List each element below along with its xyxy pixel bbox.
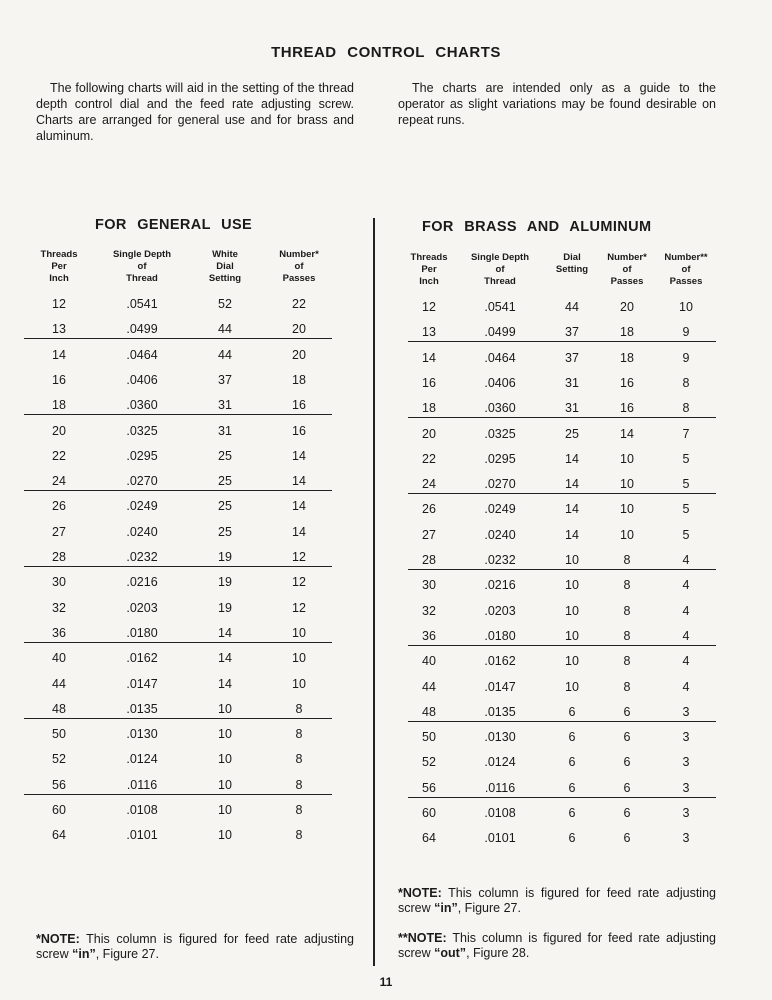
table-cell: 44 xyxy=(218,322,232,337)
table-cell: .0232 xyxy=(126,550,158,564)
table-cell: 19 xyxy=(218,575,232,590)
page-title: THREAD CONTROL CHARTS xyxy=(271,44,501,61)
table-cell: 8 xyxy=(623,628,631,643)
table-cell: 10 xyxy=(218,803,232,817)
table-cell: .0499 xyxy=(126,322,158,337)
brass-note-2 xyxy=(398,931,716,961)
note-emphasis: “in” xyxy=(434,901,458,915)
table-cell: 4 xyxy=(682,553,690,567)
table-cell: 8 xyxy=(295,803,303,817)
row-rule xyxy=(408,341,716,342)
column-header: Single Depth of Thread xyxy=(112,249,172,284)
table-cell: 31 xyxy=(565,401,579,416)
table-cell: 14 xyxy=(565,477,579,492)
table-cell: 52 xyxy=(52,752,66,767)
table-cell: 25 xyxy=(218,448,232,463)
table-cell: 30 xyxy=(52,575,66,590)
table-cell: 8 xyxy=(295,701,303,716)
table-cell: 10 xyxy=(292,651,306,666)
table-cell: 48 xyxy=(422,704,436,719)
table-cell: 8 xyxy=(295,828,303,843)
column-header: Single Depth of Thread xyxy=(470,252,530,287)
table-cell: 14 xyxy=(218,625,232,640)
table-cell: .0499 xyxy=(484,325,516,340)
table-cell: 3 xyxy=(682,780,690,795)
row-rule xyxy=(408,721,716,722)
brass-aluminum-title: FOR BRASS AND ALUMINUM xyxy=(422,219,652,235)
table-cell: .0464 xyxy=(484,350,516,365)
table-cell: 60 xyxy=(52,803,66,817)
table-cell: 8 xyxy=(682,375,690,390)
table-cell: .0108 xyxy=(126,803,158,817)
table-cell: 44 xyxy=(218,347,232,362)
table-cell: 64 xyxy=(52,828,66,843)
row-rule xyxy=(408,417,716,418)
table-cell: 18 xyxy=(422,401,436,416)
table-cell: 16 xyxy=(292,398,306,413)
table-cell: .0162 xyxy=(484,654,516,669)
table-cell: 3 xyxy=(682,704,690,719)
table-cell: 44 xyxy=(52,676,66,691)
table-cell: 3 xyxy=(682,831,690,846)
table-cell: 6 xyxy=(568,806,576,820)
table-cell: 27 xyxy=(52,524,66,539)
table-cell: 26 xyxy=(52,499,66,514)
table-cell: 40 xyxy=(52,651,66,666)
table-cell: 6 xyxy=(568,704,576,719)
general-note xyxy=(36,932,354,962)
table-cell: 8 xyxy=(623,654,631,669)
table-cell: 8 xyxy=(295,752,303,767)
table-cell: 36 xyxy=(52,625,66,640)
table-cell: .0406 xyxy=(484,375,516,390)
table-cell: 50 xyxy=(52,727,66,742)
table-cell: 14 xyxy=(292,474,306,489)
table-cell: 8 xyxy=(295,727,303,742)
table-cell: 37 xyxy=(218,372,232,387)
table-cell: 20 xyxy=(620,300,634,314)
table-cell: 8 xyxy=(682,401,690,416)
table-cell: 14 xyxy=(52,347,66,362)
table-cell: .0130 xyxy=(484,730,516,745)
table-cell: 10 xyxy=(565,679,579,694)
table-cell: 25 xyxy=(218,474,232,489)
table-cell: 37 xyxy=(565,325,579,340)
table-cell: 14 xyxy=(565,451,579,466)
table-cell: 20 xyxy=(52,423,66,438)
table-cell: 3 xyxy=(682,755,690,770)
table-cell: 10 xyxy=(218,727,232,742)
table-cell: 5 xyxy=(682,502,690,517)
table-cell: 10 xyxy=(565,628,579,643)
table-cell: 31 xyxy=(218,398,232,413)
table-cell: 6 xyxy=(623,755,631,770)
table-cell: 14 xyxy=(422,350,436,365)
table-cell: .0295 xyxy=(126,448,158,463)
table-cell: 20 xyxy=(292,347,306,362)
table-cell: 18 xyxy=(292,372,306,387)
table-cell: .0464 xyxy=(126,347,158,362)
table-cell: .0147 xyxy=(126,676,158,691)
table-cell: 20 xyxy=(422,426,436,441)
table-cell: 10 xyxy=(565,553,579,567)
table-cell: 10 xyxy=(565,603,579,618)
table-cell: 44 xyxy=(565,300,579,314)
table-cell: 6 xyxy=(623,780,631,795)
table-cell: .0232 xyxy=(484,553,516,567)
table-cell: .0360 xyxy=(126,398,158,413)
table-cell: .0216 xyxy=(126,575,158,590)
table-cell: 9 xyxy=(682,325,690,340)
table-cell: 44 xyxy=(422,679,436,694)
table-cell: .0249 xyxy=(126,499,158,514)
table-cell: .0270 xyxy=(126,474,158,489)
table-cell: 8 xyxy=(623,679,631,694)
table-cell: 10 xyxy=(565,578,579,593)
note-end: , Figure 27. xyxy=(457,901,521,915)
table-cell: 16 xyxy=(52,372,66,387)
column-divider xyxy=(373,218,375,966)
table-cell: .0295 xyxy=(484,451,516,466)
table-cell: 10 xyxy=(620,451,634,466)
table-cell: .0240 xyxy=(484,527,516,542)
table-cell: 8 xyxy=(623,578,631,593)
table-cell: 6 xyxy=(623,806,631,820)
table-cell: 6 xyxy=(568,831,576,846)
table-cell: 56 xyxy=(422,780,436,795)
table-cell: 10 xyxy=(218,777,232,792)
table-cell: 14 xyxy=(292,524,306,539)
table-cell: 25 xyxy=(218,499,232,514)
table-cell: 10 xyxy=(218,828,232,843)
table-cell: 31 xyxy=(218,423,232,438)
table-cell: 10 xyxy=(620,502,634,517)
note-label: *NOTE: xyxy=(36,932,80,946)
table-cell: .0406 xyxy=(126,372,158,387)
table-cell: 28 xyxy=(422,553,436,567)
table-cell: 12 xyxy=(292,550,306,564)
table-cell: 24 xyxy=(422,477,436,492)
table-cell: .0541 xyxy=(126,297,158,311)
column-header: Number* of Passes xyxy=(279,249,319,284)
table-cell: 8 xyxy=(623,603,631,618)
table-cell: .0162 xyxy=(126,651,158,666)
table-cell: .0180 xyxy=(126,625,158,640)
table-cell: .0147 xyxy=(484,679,516,694)
table-cell: 3 xyxy=(682,730,690,745)
table-cell: 4 xyxy=(682,654,690,669)
intro-left-paragraph: The following charts will aid in the setting of the thread depth control dial and the feed rate adjusting screw. Charts are arranged for general use and for brass and aluminum. xyxy=(36,81,354,143)
table-cell: .0240 xyxy=(126,524,158,539)
table-cell: 6 xyxy=(623,704,631,719)
table-cell: 8 xyxy=(295,777,303,792)
table-cell: 25 xyxy=(218,524,232,539)
table-cell: 9 xyxy=(682,350,690,365)
table-cell: 64 xyxy=(422,831,436,846)
table-cell: .0135 xyxy=(484,704,516,719)
table-cell: 10 xyxy=(620,527,634,542)
table-cell: 13 xyxy=(52,322,66,337)
table-cell: 6 xyxy=(568,780,576,795)
table-cell: .0249 xyxy=(484,502,516,517)
table-cell: 4 xyxy=(682,603,690,618)
table-cell: 60 xyxy=(422,806,436,820)
table-cell: 22 xyxy=(422,451,436,466)
table-cell: 30 xyxy=(422,578,436,593)
table-cell: .0360 xyxy=(484,401,516,416)
table-cell: 28 xyxy=(52,550,66,564)
column-header: White Dial Setting xyxy=(208,249,242,284)
table-cell: 3 xyxy=(682,806,690,820)
table-cell: 24 xyxy=(52,474,66,489)
table-cell: 40 xyxy=(422,654,436,669)
table-cell: 16 xyxy=(422,375,436,390)
table-cell: 14 xyxy=(218,676,232,691)
table-cell: 4 xyxy=(682,628,690,643)
table-cell: .0203 xyxy=(126,600,158,615)
table-cell: 10 xyxy=(218,752,232,767)
column-header: Dial Setting xyxy=(555,252,589,275)
table-cell: 16 xyxy=(292,423,306,438)
table-cell: .0101 xyxy=(126,828,158,843)
table-cell: 12 xyxy=(292,575,306,590)
table-cell: .0124 xyxy=(126,752,158,767)
table-cell: 12 xyxy=(422,300,436,314)
table-cell: 16 xyxy=(620,375,634,390)
intro-right-paragraph: The charts are intended only as a guide to the operator as slight variations may be found desirable on repeat runs. xyxy=(398,81,716,127)
table-cell: .0541 xyxy=(484,300,516,314)
row-rule xyxy=(24,718,332,719)
row-rule xyxy=(24,338,332,339)
note-label: **NOTE: xyxy=(398,931,447,945)
note-label: *NOTE: xyxy=(398,886,442,900)
table-cell: 14 xyxy=(565,527,579,542)
table-cell: 50 xyxy=(422,730,436,745)
table-cell: 13 xyxy=(422,325,436,340)
table-cell: 10 xyxy=(292,625,306,640)
table-cell: 14 xyxy=(292,499,306,514)
table-cell: .0180 xyxy=(484,628,516,643)
table-cell: 12 xyxy=(292,600,306,615)
table-cell: 6 xyxy=(623,831,631,846)
table-cell: 36 xyxy=(422,628,436,643)
table-cell: .0270 xyxy=(484,477,516,492)
row-rule xyxy=(408,569,716,570)
table-cell: 18 xyxy=(620,325,634,340)
table-cell: .0116 xyxy=(126,777,158,792)
table-cell: 4 xyxy=(682,578,690,593)
note-emphasis: “out” xyxy=(434,946,467,960)
table-cell: 6 xyxy=(568,730,576,745)
page-number: 11 xyxy=(379,975,393,989)
table-cell: 6 xyxy=(568,755,576,770)
table-cell: 5 xyxy=(682,527,690,542)
table-cell: 10 xyxy=(292,676,306,691)
general-use-title: FOR GENERAL USE xyxy=(95,217,253,233)
table-cell: 16 xyxy=(620,401,634,416)
table-cell: .0116 xyxy=(484,780,516,795)
table-cell: .0216 xyxy=(484,578,516,593)
table-cell: 14 xyxy=(620,426,634,441)
row-rule xyxy=(408,645,716,646)
table-cell: 10 xyxy=(679,300,693,314)
row-rule xyxy=(24,414,332,415)
table-cell: .0101 xyxy=(484,831,516,846)
table-cell: 18 xyxy=(52,398,66,413)
table-cell: 8 xyxy=(623,553,631,567)
brass-note-1 xyxy=(398,886,716,916)
note-text: This column is figured for feed rate adjusting screw xyxy=(36,932,354,961)
table-cell: 22 xyxy=(52,448,66,463)
table-cell: .0325 xyxy=(484,426,516,441)
table-cell: 20 xyxy=(292,322,306,337)
table-cell: 25 xyxy=(565,426,579,441)
table-cell: 5 xyxy=(682,451,690,466)
note-text: This column is figured for feed rate adjusting screw xyxy=(398,886,716,915)
table-cell: 48 xyxy=(52,701,66,716)
table-cell: 31 xyxy=(565,375,579,390)
table-cell: 4 xyxy=(682,679,690,694)
table-cell: 32 xyxy=(422,603,436,618)
note-text: This column is figured for feed rate adjusting screw xyxy=(398,931,716,960)
table-cell: 19 xyxy=(218,600,232,615)
table-cell: 6 xyxy=(623,730,631,745)
table-cell: 14 xyxy=(292,448,306,463)
table-cell: .0203 xyxy=(484,603,516,618)
table-cell: 5 xyxy=(682,477,690,492)
table-cell: 14 xyxy=(565,502,579,517)
table-cell: 10 xyxy=(565,654,579,669)
table-cell: .0108 xyxy=(484,806,516,820)
row-rule xyxy=(24,566,332,567)
row-rule xyxy=(24,794,332,795)
row-rule xyxy=(408,493,716,494)
table-cell: .0135 xyxy=(126,701,158,716)
table-cell: 22 xyxy=(292,297,306,311)
table-cell: 32 xyxy=(52,600,66,615)
table-cell: 10 xyxy=(620,477,634,492)
table-cell: 27 xyxy=(422,527,436,542)
table-cell: 19 xyxy=(218,550,232,564)
note-end: , Figure 27. xyxy=(95,947,159,961)
table-cell: 12 xyxy=(52,297,66,311)
table-cell: 52 xyxy=(422,755,436,770)
table-cell: 52 xyxy=(218,297,232,311)
column-header: Number** of Passes xyxy=(664,252,708,287)
table-cell: .0124 xyxy=(484,755,516,770)
note-emphasis: “in” xyxy=(72,947,96,961)
table-cell: .0130 xyxy=(126,727,158,742)
row-rule xyxy=(24,642,332,643)
table-cell: 14 xyxy=(218,651,232,666)
column-header: Threads Per Inch xyxy=(410,252,448,287)
table-cell: 7 xyxy=(682,426,690,441)
table-cell: 26 xyxy=(422,502,436,517)
note-end: , Figure 28. xyxy=(466,946,530,960)
row-rule xyxy=(408,797,716,798)
table-cell: 56 xyxy=(52,777,66,792)
table-cell: 37 xyxy=(565,350,579,365)
column-header: Number* of Passes xyxy=(607,252,647,287)
table-cell: 10 xyxy=(218,701,232,716)
table-cell: .0325 xyxy=(126,423,158,438)
column-header: Threads Per Inch xyxy=(40,249,78,284)
table-cell: 18 xyxy=(620,350,634,365)
row-rule xyxy=(24,490,332,491)
